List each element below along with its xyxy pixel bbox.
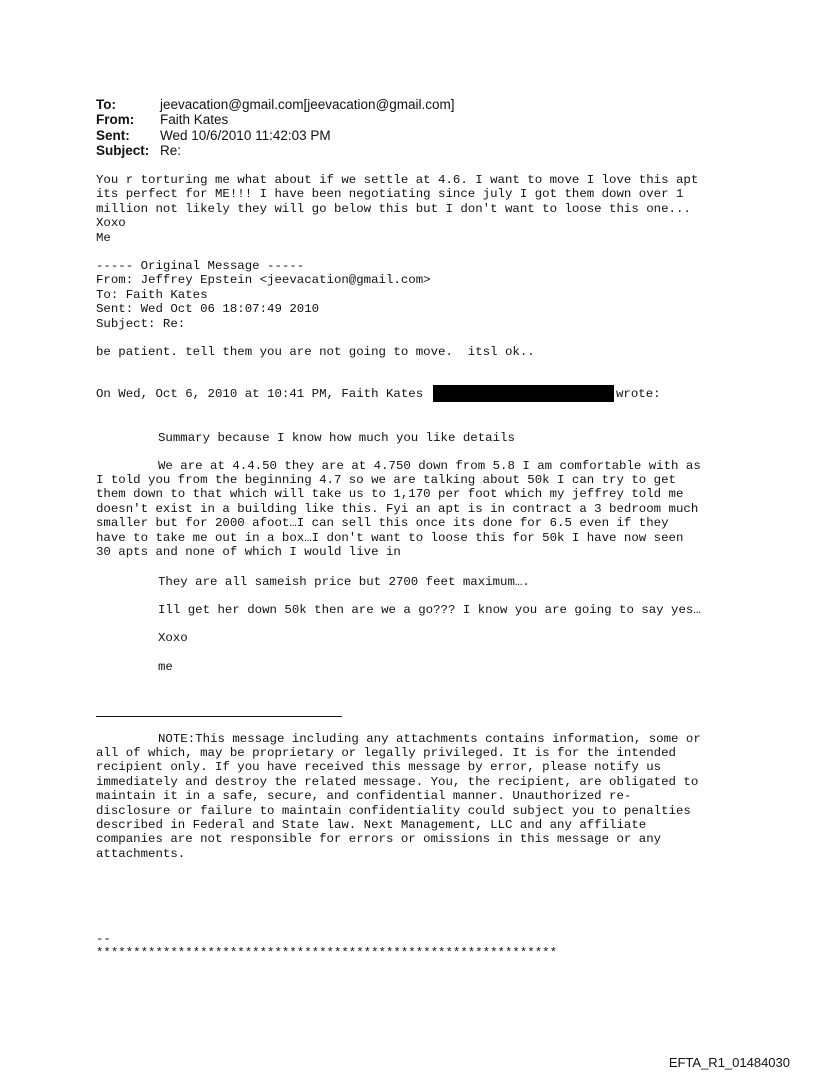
- signature-dashes: --: [96, 932, 111, 946]
- quoted-summary: Summary because I know how much you like details: [158, 431, 515, 445]
- to-value: jeevacation@gmail.com[jeevacation@gmail.com]: [160, 97, 455, 112]
- quoted-xoxo: Xoxo: [158, 631, 188, 645]
- sent-value: Wed 10/6/2010 11:42:03 PM: [160, 127, 331, 143]
- email-header: [96, 97, 455, 158]
- quote-intro-left: On Wed, Oct 6, 2010 at 10:41 PM, Faith Kates: [96, 387, 424, 401]
- subject-label: Subject:: [96, 142, 150, 158]
- original-message-header: ----- Original Message ----- From: Jeffrey Epstein <jeevacation@gmail.com> To: Faith Kates Sent: Wed Oct 06 18:07:49 2010 Subject: Re:: [96, 259, 431, 331]
- from-row: [96, 112, 455, 127]
- quoted-me: me: [158, 660, 173, 674]
- separator-line: [96, 716, 342, 717]
- subject-row: [96, 143, 455, 158]
- note-first-line: NOTE:This message including any attachments contains information, some or: [158, 732, 701, 746]
- quoted-sameish: They are all sameish price but 2700 feet maximum….: [158, 575, 530, 589]
- from-label: From:: [96, 112, 135, 128]
- patient-line: be patient. tell them you are not going to move. itsl ok..: [96, 345, 535, 359]
- note-body: all of which, may be proprietary or legally privileged. It is for the intended recipient only. If you have received this message by error, please notify us immediately and destroy the related message. You, the recipient, are obligated to maintain it in a safe, secure, and confidential manner. Unauthorized re- disclosure or failure to maintain confidentiality could subject you to penalties described in Federal and State law. Next Management, LLC and any affiliate companies are not responsible for errors or omissions in this message or any attachments.: [96, 746, 699, 861]
- subject-value: Re:: [160, 142, 182, 158]
- to-row: [96, 97, 455, 112]
- from-value: Faith Kates: [160, 112, 229, 128]
- quoted-para1-rest: I told you from the beginning 4.7 so we are talking about 50k I can try to get them down to that which will take us to 1,170 per foot which my jeffrey told me doesn't exist in a building like this. Fyi an apt is in contract a 3 bedroom much smaller but for 2000 afoot…I can sell this once its done for 6.5 even if they have to take me out in a box…I don't want to loose this for 50k I have now seen 30 apts and none of which I would live in: [96, 473, 699, 560]
- quoted-para1-first: We are at 4.4.50 they are at 4.750 down from 5.8 I am comfortable with as: [158, 459, 701, 473]
- signature-stars: **************************************************************: [96, 946, 558, 960]
- to-label: To:: [96, 97, 116, 112]
- reply-body: You r torturing me what about if we settle at 4.6. I want to move I love this apt its perfect for ME!!! I have been negotiating since july I got them down over 1 million not likely they will go below this but I don't want to loose this one... Xoxo Me: [96, 173, 699, 245]
- quoted-ill-get: Ill get her down 50k then are we a go??? I know you are going to say yes…: [158, 603, 701, 617]
- document-id: EFTA_R1_01484030: [668, 1055, 790, 1070]
- sent-label: Sent:: [96, 127, 130, 143]
- redaction-bar: [433, 385, 614, 402]
- sent-row: [96, 128, 455, 143]
- quote-intro-right: wrote:: [616, 387, 661, 401]
